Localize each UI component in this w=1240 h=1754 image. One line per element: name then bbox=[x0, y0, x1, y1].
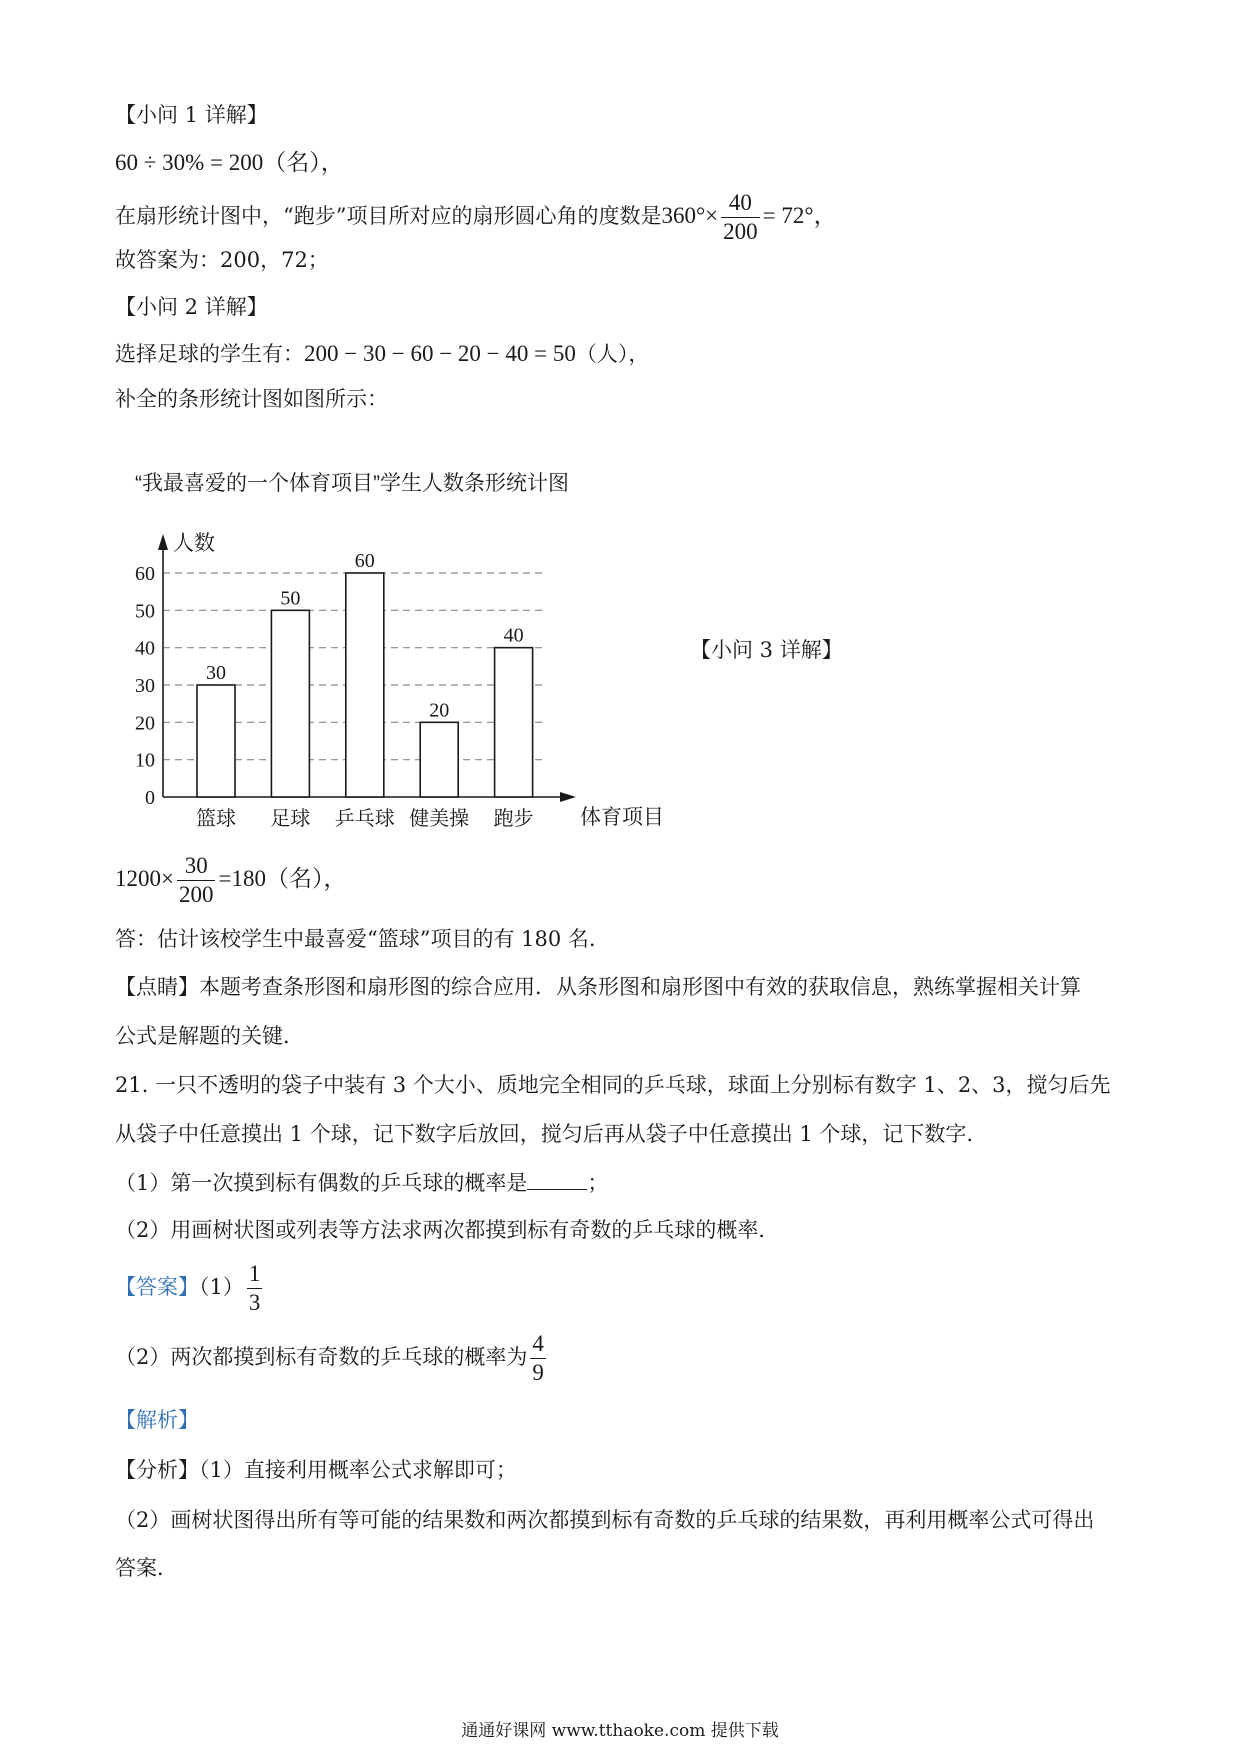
answer-1-den: 3 bbox=[248, 1290, 261, 1315]
answer-1-num: 1 bbox=[247, 1260, 263, 1289]
answer-1: 故答案为：200，72； bbox=[115, 248, 329, 272]
y-tick-label: 30 bbox=[135, 675, 155, 697]
est-frac-den: 200 bbox=[178, 882, 214, 907]
football-expr: 200 − 30 − 60 − 20 − 40 = 50 bbox=[304, 341, 576, 366]
angle-frac-den: 200 bbox=[723, 219, 758, 244]
answer-2-num: 4 bbox=[530, 1330, 546, 1359]
bar-chart bbox=[115, 470, 735, 840]
q21-part-1-text: （1）第一次摸到标有偶数的乒乓球的概率是 bbox=[115, 1171, 528, 1195]
football-unit: （人）， bbox=[575, 342, 650, 366]
q1-heading: 【小问 1 详解】 bbox=[115, 103, 268, 127]
analysis-line-3: 答案． bbox=[115, 1556, 178, 1580]
analysis-label: 【解析】 bbox=[115, 1408, 199, 1432]
answer-1-prefix: （1） bbox=[199, 1275, 244, 1299]
q21-part-1 bbox=[115, 1167, 608, 1198]
x-tick-label: 健美操 bbox=[409, 808, 470, 830]
answer-1-fraction bbox=[247, 1260, 263, 1317]
q21-line-1: 21. 一只不透明的袋子中装有 3 个大小、质地完全相同的乒乓球，球面上分别标有数字 1、2、3，搅匀后先 bbox=[115, 1073, 1111, 1097]
y-tick-label: 50 bbox=[135, 600, 155, 623]
y-tick-label: 20 bbox=[135, 712, 155, 735]
q3-heading: 【小问 3 详解】 bbox=[690, 638, 843, 662]
estimate-line bbox=[115, 848, 346, 910]
bar bbox=[271, 610, 309, 797]
x-tick-label: 乒乓球 bbox=[334, 808, 395, 830]
y-tick-label: 60 bbox=[135, 563, 155, 585]
analysis-line-1: 【分析】（1）直接利用概率公式求解即可； bbox=[115, 1458, 517, 1482]
angle-expr-pre: 360°× bbox=[661, 203, 719, 228]
angle-fraction bbox=[721, 189, 760, 246]
x-tick-label: 篮球 bbox=[196, 808, 236, 830]
angle-frac-num: 40 bbox=[721, 189, 760, 218]
q21-line-2: 从袋子中任意摸出 1 个球，记下数字后放回，搅匀后再从袋子中任意摸出 1 个球，记下数字. bbox=[115, 1122, 974, 1146]
estimate-answer: 答：估计该校学生中最喜爱“篮球”项目的有 180 名. bbox=[115, 927, 596, 951]
bar bbox=[197, 685, 235, 797]
football-line bbox=[115, 339, 649, 369]
y-axis-arrow bbox=[158, 534, 168, 550]
angle-text: 在扇形统计图中，“跑步”项目所对应的扇形圆心角的度数是 bbox=[115, 204, 662, 228]
answer-line-1 bbox=[115, 1255, 265, 1319]
est-post: =180（名）， bbox=[218, 866, 347, 891]
bar bbox=[495, 648, 533, 797]
bar-value-label: 50 bbox=[280, 587, 301, 610]
bar-value-label: 60 bbox=[354, 550, 375, 572]
bar-value-label: 20 bbox=[429, 699, 450, 722]
bar-value-label: 40 bbox=[503, 624, 524, 647]
x-tick-label: 跑步 bbox=[493, 808, 534, 830]
q2-heading: 【小问 2 详解】 bbox=[115, 295, 268, 319]
answer-line-2 bbox=[115, 1325, 549, 1389]
x-axis-arrow bbox=[560, 792, 576, 802]
q21-part-1-end: ； bbox=[587, 1171, 609, 1195]
page-footer: 通通好课网 www.tthaoke.com 提供下载 bbox=[461, 1721, 779, 1741]
analysis-line-2: （2）画树状图得出所有等可能的结果数和两次都摸到标有奇数的乒乓球的结果数，再利用概率公式可得出 bbox=[115, 1508, 1095, 1532]
bar bbox=[420, 722, 458, 797]
answer-2-text: （2）两次都摸到标有奇数的乒乓球的概率为 bbox=[115, 1345, 528, 1369]
calc-total-students: 60 ÷ 30% = 200（名）， bbox=[115, 150, 344, 175]
x-axis-label: 体育项目 bbox=[580, 806, 664, 829]
football-text: 选择足球的学生有： bbox=[115, 342, 304, 366]
bar bbox=[346, 573, 384, 797]
answer-2-den: 9 bbox=[532, 1360, 544, 1385]
chart-title: “我最喜爱的一个体育项目”学生人数条形统计图 bbox=[135, 472, 569, 495]
comment-line-2: 公式是解题的关键． bbox=[115, 1024, 304, 1048]
q21-part-2: （2）用画树状图或列表等方法求两次都摸到标有奇数的乒乓球的概率． bbox=[115, 1218, 780, 1242]
y-tick-label: 0 bbox=[145, 787, 155, 809]
est-frac-num: 30 bbox=[177, 852, 216, 881]
y-tick-label: 10 bbox=[135, 749, 155, 772]
answer-2-fraction bbox=[530, 1330, 546, 1387]
angle-expr-post: = 72°， bbox=[762, 203, 837, 228]
x-tick-label: 足球 bbox=[270, 808, 311, 830]
est-pre: 1200× bbox=[115, 866, 174, 891]
answer-label: 【答案】 bbox=[115, 1275, 199, 1299]
y-axis-label: 人数 bbox=[173, 532, 215, 555]
comment-line-1: 【点睛】本题考查条形图和扇形图的综合应用．从条形图和扇形图中有效的获取信息，熟练掌握相关计算 bbox=[115, 975, 1081, 999]
chart-intro: 补全的条形统计图如图所示： bbox=[115, 387, 388, 411]
y-tick-label: 40 bbox=[135, 637, 155, 660]
answer-blank bbox=[527, 1167, 587, 1190]
est-fraction bbox=[177, 852, 216, 909]
bar-value-label: 30 bbox=[206, 662, 226, 684]
angle-line bbox=[115, 185, 837, 247]
